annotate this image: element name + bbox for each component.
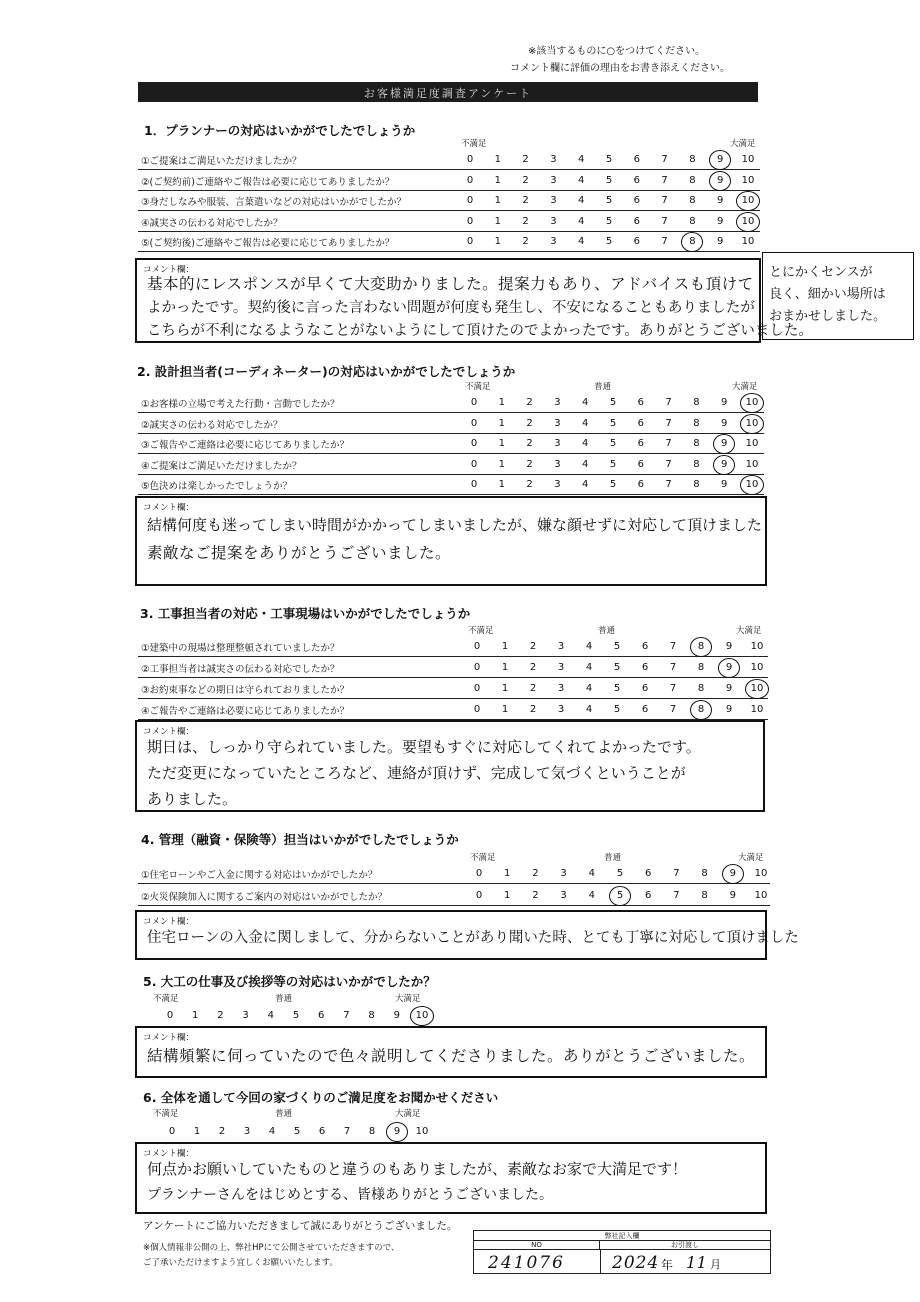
selected-rating-8[interactable]: 8: [690, 700, 712, 720]
rating-option-2[interactable]: 2: [529, 641, 537, 652]
rating-option-1[interactable]: 1: [501, 662, 509, 673]
rating-option-0[interactable]: 0: [466, 215, 474, 227]
rating-option-4[interactable]: 4: [267, 1010, 274, 1021]
selected-rating-10[interactable]: 10: [740, 475, 764, 495]
footer-note-2: ご了承いただけますよう宜しくお願いいたします。: [143, 1258, 338, 1268]
rating-option-7[interactable]: 7: [661, 215, 668, 227]
rating-option-6[interactable]: 6: [633, 195, 640, 206]
s5-label-mid: 普通: [275, 994, 293, 1004]
rating-option-9[interactable]: 9: [721, 479, 728, 490]
rating-option-2[interactable]: 2: [522, 154, 529, 165]
rating-option-7[interactable]: 7: [343, 1126, 351, 1137]
rating-option-6[interactable]: 6: [641, 641, 649, 652]
selected-rating-10[interactable]: 10: [410, 1006, 434, 1026]
selected-rating-9[interactable]: 9: [386, 1122, 408, 1142]
question-row: [138, 414, 764, 434]
rating-option-7[interactable]: 7: [665, 458, 672, 470]
s1-comment-line-3: こちらが不利になるようなことがないようにして頂けたのでよかったです。ありがとうございました。: [147, 323, 813, 339]
year-value: 2024: [612, 1253, 660, 1273]
selected-rating-9[interactable]: 9: [718, 658, 740, 678]
s3-label-mid: 普通: [598, 626, 616, 636]
s6-label-low: 不満足: [153, 1109, 179, 1119]
rating-option-3[interactable]: 3: [550, 236, 557, 247]
rating-option-2[interactable]: 2: [522, 195, 529, 206]
s4-label-mid: 普通: [604, 853, 622, 863]
question-row: [138, 475, 764, 495]
rating-option-9[interactable]: 9: [717, 215, 724, 227]
rating-option-0[interactable]: 0: [473, 641, 481, 652]
s2-comment-line-2: 素敵なご提案をありがとうございました。: [147, 544, 452, 562]
question-row: [138, 864, 770, 884]
rating-option-9[interactable]: 9: [721, 397, 728, 408]
rating-option-6[interactable]: 6: [645, 890, 652, 901]
rating-option-2[interactable]: 2: [522, 236, 529, 247]
rating-option-2[interactable]: 2: [217, 1010, 224, 1021]
selected-rating-10[interactable]: 10: [736, 191, 760, 211]
rating-option-2[interactable]: 2: [218, 1126, 226, 1137]
question-text: ⑤色決めは楽しかったでしょうか？: [141, 481, 293, 492]
rating-option-10[interactable]: 10: [741, 236, 755, 247]
rating-option-3[interactable]: 3: [554, 458, 561, 470]
question-text: ③お約束事などの期日は守られておりましたか？: [141, 685, 350, 696]
rating-option-4[interactable]: 4: [582, 438, 589, 449]
rating-option-3[interactable]: 3: [557, 704, 565, 715]
section-6-comment-box: [135, 1142, 767, 1214]
rating-option-1[interactable]: 1: [498, 417, 505, 429]
rating-option-9[interactable]: 9: [725, 704, 733, 715]
s4-label-low: 不満足: [470, 853, 496, 863]
question-text: ②工事担当者は誠実さの伝わる対応でしたか？: [141, 664, 340, 675]
selected-rating-9[interactable]: 9: [709, 171, 731, 191]
rating-option-6[interactable]: 6: [641, 683, 649, 694]
rating-option-10[interactable]: 10: [741, 154, 755, 165]
s2-label-mid: 普通: [594, 382, 612, 392]
rating-option-1[interactable]: 1: [494, 236, 501, 247]
s4-label-high: 大満足: [738, 853, 764, 863]
selected-rating-9[interactable]: 9: [709, 150, 731, 170]
rating-option-1[interactable]: 1: [498, 438, 505, 449]
rating-option-8[interactable]: 8: [689, 174, 696, 186]
rating-option-5[interactable]: 5: [609, 458, 617, 470]
rating-option-5[interactable]: 5: [609, 438, 617, 449]
comment-label: コメント欄：: [143, 503, 195, 513]
rating-option-7[interactable]: 7: [665, 479, 672, 490]
question-text: ③ご報告やご連絡は必要に応じてありましたか？: [141, 440, 350, 451]
question-text: ①建築中の現場は整理整頓されていましたか？: [141, 643, 340, 654]
rating-option-8[interactable]: 8: [697, 662, 705, 673]
s3-label-low: 不満足: [468, 626, 494, 636]
rating-option-6[interactable]: 6: [637, 479, 644, 490]
question-text: ④ご報告やご連絡は必要に応じてありましたか？: [141, 706, 350, 717]
rating-option-1[interactable]: 1: [498, 397, 505, 408]
question-row: [138, 434, 764, 454]
s1-comment-line-1: 基本的にレスポンスが早くて大変助かりました。提案力もあり、アドバイスも頂けて: [147, 275, 754, 293]
rating-option-10[interactable]: 10: [745, 438, 759, 449]
rating-option-7[interactable]: 7: [661, 195, 668, 206]
rating-option-3[interactable]: 3: [242, 1010, 249, 1021]
rating-option-8[interactable]: 8: [693, 458, 700, 470]
rating-option-9[interactable]: 9: [393, 1010, 400, 1021]
rating-option-2[interactable]: 2: [526, 438, 533, 449]
rating-option-2[interactable]: 2: [526, 479, 533, 490]
rating-option-1[interactable]: 1: [498, 458, 505, 470]
section-2-comment-box: [135, 496, 767, 586]
s5-comment-line-1: 結構頻繁に伺っていたので色々説明してくださりました。ありがとうございました。: [147, 1047, 756, 1065]
rating-option-3[interactable]: 3: [554, 417, 561, 429]
rating-option-0[interactable]: 0: [473, 704, 481, 715]
selected-rating-9[interactable]: 9: [713, 455, 735, 475]
rating-option-3[interactable]: 3: [557, 641, 565, 652]
selected-rating-9[interactable]: 9: [713, 434, 735, 454]
rating-option-7[interactable]: 7: [665, 397, 672, 408]
rating-option-10[interactable]: 10: [754, 890, 768, 901]
rating-option-4[interactable]: 4: [578, 195, 585, 206]
rating-option-2[interactable]: 2: [522, 174, 529, 186]
office-use-box: [473, 1230, 771, 1274]
s5-label-high: 大満足: [395, 994, 421, 1004]
rating-option-4[interactable]: 4: [585, 683, 593, 694]
rating-option-7[interactable]: 7: [669, 704, 677, 715]
rating-option-0[interactable]: 0: [470, 438, 478, 449]
rating-option-0[interactable]: 0: [470, 397, 478, 408]
rating-option-4[interactable]: 4: [578, 215, 585, 227]
s5-label-low: 不満足: [153, 994, 179, 1004]
rating-option-3[interactable]: 3: [554, 438, 561, 449]
rating-option-9[interactable]: 9: [717, 236, 724, 247]
question-text: ②火災保険加入に関するご案内の対応はいかがでしたか？: [141, 892, 388, 903]
year-unit: 年: [661, 1258, 674, 1272]
rating-option-4[interactable]: 4: [578, 236, 585, 247]
rating-option-4[interactable]: 4: [585, 704, 593, 715]
rating-option-6[interactable]: 6: [645, 868, 652, 879]
question-row: [138, 455, 764, 475]
section-1-comment-box: [135, 258, 813, 343]
rating-option-3[interactable]: 3: [550, 215, 557, 227]
selected-rating-10[interactable]: 10: [740, 393, 764, 413]
rating-option-9[interactable]: 9: [725, 641, 733, 652]
rating-option-6[interactable]: 6: [637, 397, 644, 408]
rating-option-7[interactable]: 7: [665, 417, 672, 429]
rating-option-8[interactable]: 8: [701, 890, 708, 901]
side-note-line-1: とにかくセンスが: [769, 265, 873, 280]
question-row: [138, 637, 768, 657]
rating-option-0[interactable]: 0: [466, 154, 474, 165]
rating-option-8[interactable]: 8: [697, 683, 705, 694]
handover-label: お引渡し: [600, 1241, 770, 1250]
rating-option-3[interactable]: 3: [554, 479, 561, 490]
rating-option-5[interactable]: 5: [605, 195, 613, 206]
section-1-side-note: [762, 252, 914, 340]
rating-option-0[interactable]: 0: [466, 174, 474, 186]
rating-option-8[interactable]: 8: [689, 154, 696, 165]
comment-label: コメント欄：: [143, 1033, 195, 1043]
footer-thanks: アンケートにご協力いただきまして誠にありがとうございました。: [143, 1220, 458, 1232]
rating-option-0[interactable]: 0: [470, 479, 478, 490]
rating-option-4[interactable]: 4: [588, 868, 595, 879]
question-row: [138, 150, 760, 170]
rating-option-8[interactable]: 8: [368, 1126, 376, 1137]
rating-option-4[interactable]: 4: [268, 1126, 276, 1137]
selected-rating-10[interactable]: 10: [745, 679, 769, 699]
s3-label-high: 大満足: [736, 626, 762, 636]
rating-option-6[interactable]: 6: [641, 704, 649, 715]
selected-rating-8[interactable]: 8: [681, 232, 703, 252]
question-text: ①お客様の立場で考えた行動・言動でしたか？: [141, 399, 340, 410]
rating-option-8[interactable]: 8: [693, 479, 700, 490]
question-text: ③身だしなみや服装、言葉遣いなどの対応はいかがでしたか？: [141, 197, 407, 208]
rating-option-8[interactable]: 8: [693, 438, 700, 449]
s6-label-mid: 普通: [275, 1109, 293, 1119]
rating-option-2[interactable]: 2: [529, 704, 537, 715]
rating-option-6[interactable]: 6: [633, 154, 640, 165]
rating-option-6[interactable]: 6: [637, 458, 644, 470]
rating-option-9[interactable]: 9: [717, 195, 724, 206]
rating-option-3[interactable]: 3: [557, 683, 565, 694]
question-text: ④誠実さの伝わる対応でしたか？: [141, 217, 283, 229]
rating-option-7[interactable]: 7: [673, 890, 680, 901]
rating-option-7[interactable]: 7: [661, 236, 668, 247]
rating-option-5[interactable]: 5: [609, 479, 617, 490]
rating-option-0[interactable]: 0: [470, 417, 478, 429]
rating-option-4[interactable]: 4: [578, 174, 585, 186]
rating-option-7[interactable]: 7: [343, 1010, 350, 1021]
rating-option-7[interactable]: 7: [669, 641, 677, 652]
question-text: ①住宅ローンやご入金に関する対応はいかがでしたか？: [141, 870, 378, 881]
selected-rating-10[interactable]: 10: [736, 212, 760, 232]
rating-option-6[interactable]: 6: [318, 1010, 325, 1021]
rating-option-6[interactable]: 6: [633, 215, 640, 227]
rating-option-10[interactable]: 10: [415, 1126, 429, 1137]
rating-option-0[interactable]: 0: [473, 683, 481, 694]
rating-option-7[interactable]: 7: [673, 868, 680, 879]
rating-option-3[interactable]: 3: [560, 890, 567, 901]
section-3-title: 3. 工事担当者の対応・工事現場はいかがでしたでしょうか: [140, 606, 471, 621]
no-label: NO: [474, 1241, 600, 1250]
rating-option-5[interactable]: 5: [609, 397, 617, 408]
rating-option-2[interactable]: 2: [526, 458, 533, 470]
rating-option-4[interactable]: 4: [582, 397, 589, 408]
rating-option-1[interactable]: 1: [501, 683, 509, 694]
rating-option-10[interactable]: 10: [750, 662, 764, 673]
form-title: お客様満足度調査アンケート: [363, 87, 533, 100]
s3-comment-line-2: ただ変更になっていたところなど、連絡が頂けず、完成して気づくということが: [147, 764, 686, 782]
rating-option-8[interactable]: 8: [368, 1010, 375, 1021]
rating-option-1[interactable]: 1: [193, 1126, 201, 1137]
rating-option-1[interactable]: 1: [494, 195, 501, 206]
question-row: [138, 171, 760, 191]
question-text: ②(ご契約前)ご連絡やご報告は必要に応じてありましたか？: [141, 176, 395, 188]
section-3-comment-box: [135, 720, 765, 812]
selected-rating-10[interactable]: 10: [740, 414, 764, 434]
section-2-title: 2. 設計担当者(コーディネーター)の対応はいかがでしたでしょうか: [137, 364, 516, 379]
rating-option-2[interactable]: 2: [532, 868, 539, 879]
question-row: [138, 232, 760, 252]
rating-option-3[interactable]: 3: [550, 154, 557, 165]
comment-label: コメント欄：: [143, 265, 195, 275]
s6-comment-line-1: 何点かお願いしていたものと違うのもありましたが、素敵なお家で大満足です！: [147, 1160, 688, 1178]
rating-option-2[interactable]: 2: [532, 890, 539, 901]
question-row: [138, 679, 768, 699]
rating-option-8[interactable]: 8: [693, 417, 700, 429]
rating-option-6[interactable]: 6: [637, 438, 644, 449]
rating-option-1[interactable]: 1: [498, 479, 505, 490]
comment-label: コメント欄：: [143, 917, 195, 927]
rating-option-10[interactable]: 10: [745, 458, 759, 470]
rating-option-5[interactable]: 5: [292, 1010, 300, 1021]
rating-option-10[interactable]: 10: [754, 868, 768, 879]
rating-option-0[interactable]: 0: [473, 662, 481, 673]
selected-rating-9[interactable]: 9: [722, 864, 744, 884]
rating-option-8[interactable]: 8: [689, 215, 696, 227]
rating-option-4[interactable]: 4: [578, 154, 585, 165]
rating-option-3[interactable]: 3: [550, 195, 557, 206]
rating-option-7[interactable]: 7: [669, 662, 677, 673]
rating-option-6[interactable]: 6: [637, 417, 644, 429]
rating-option-5[interactable]: 5: [605, 174, 613, 186]
rating-option-6[interactable]: 6: [633, 174, 640, 186]
section-5-title: 5. 大工の仕事及び挨拶等の対応はいかがでしたか？: [143, 974, 436, 989]
section-6-title: 6. 全体を通して今回の家づくりのご満足度をお聞かせください: [143, 1090, 499, 1105]
rating-option-1[interactable]: 1: [494, 174, 501, 186]
section-4-title: 4. 管理（融資・保険等）担当はいかがでしたでしょうか: [141, 832, 459, 847]
rating-option-0[interactable]: 0: [168, 1126, 176, 1137]
footer-note-1: ※個人情報非公開の上、弊社HPにて公開させていただきますので、: [143, 1243, 400, 1253]
rating-option-5[interactable]: 5: [613, 704, 621, 715]
rating-option-3[interactable]: 3: [243, 1126, 251, 1137]
rating-option-0[interactable]: 0: [466, 195, 474, 206]
no-value: 241076: [488, 1253, 565, 1273]
s2-label-low: 不満足: [465, 382, 491, 392]
office-divider: [600, 1250, 601, 1273]
rating-option-7[interactable]: 7: [665, 438, 672, 449]
s3-comment-line-3: ありました。: [147, 790, 238, 808]
title-bar: [138, 82, 758, 102]
rating-option-7[interactable]: 7: [661, 154, 668, 165]
side-note-line-2: 良く、細かい場所は: [769, 287, 886, 302]
question-row: [138, 886, 770, 906]
rating-option-0[interactable]: 0: [475, 890, 483, 901]
rating-option-1[interactable]: 1: [494, 154, 501, 165]
rating-option-9[interactable]: 9: [725, 683, 733, 694]
rating-option-1[interactable]: 1: [504, 868, 511, 879]
rating-option-1[interactable]: 1: [501, 704, 509, 715]
rating-option-5[interactable]: 5: [605, 236, 613, 247]
s1-label-low: 不満足: [461, 139, 487, 149]
question-row: [138, 658, 768, 678]
rating-option-2[interactable]: 2: [526, 417, 533, 429]
office-use-label: 弊社記入欄: [474, 1231, 770, 1241]
s3-comment-line-1: 期日は、しっかり守られていました。要望もすぐに対応してくれてよかったです。: [147, 738, 701, 756]
side-note-line-3: おまかせしました。: [769, 309, 887, 324]
rating-option-4[interactable]: 4: [585, 641, 593, 652]
question-row: [138, 191, 760, 211]
rating-option-0[interactable]: 0: [470, 458, 478, 470]
rating-option-5[interactable]: 5: [613, 662, 621, 673]
selected-rating-8[interactable]: 8: [690, 637, 712, 657]
question-text: ④ご提案はご満足いただけましたか？: [141, 460, 302, 472]
rating-option-0[interactable]: 0: [466, 236, 474, 247]
section-1-title: 1．プランナーの対応はいかがでしたでしょうか: [144, 123, 416, 138]
rating-option-7[interactable]: 7: [661, 174, 668, 186]
selected-rating-5[interactable]: 5: [609, 886, 631, 906]
section-5-comment-box: [135, 1026, 767, 1078]
rating-option-1[interactable]: 1: [192, 1010, 199, 1021]
rating-option-3[interactable]: 3: [554, 397, 561, 408]
rating-option-4[interactable]: 4: [582, 417, 589, 429]
rating-option-9[interactable]: 9: [729, 890, 736, 901]
s4-comment-line-1: 住宅ローンの入金に関しまして、分からないことがあり聞いた時、とても丁寧に対応して頂けました: [147, 930, 799, 946]
rating-option-8[interactable]: 8: [701, 868, 708, 879]
rating-option-4[interactable]: 4: [585, 662, 593, 673]
s2-label-high: 大満足: [732, 382, 758, 392]
rating-option-2[interactable]: 2: [529, 662, 537, 673]
rating-option-4[interactable]: 4: [582, 458, 589, 470]
rating-option-5[interactable]: 5: [613, 641, 621, 652]
s1-label-high: 大満足: [730, 139, 756, 149]
rating-option-0[interactable]: 0: [166, 1010, 174, 1021]
question-row: [138, 212, 760, 232]
comment-label: コメント欄：: [143, 727, 195, 737]
rating-option-4[interactable]: 4: [582, 479, 589, 490]
rating-option-0[interactable]: 0: [475, 868, 483, 879]
rating-option-5[interactable]: 5: [613, 683, 621, 694]
rating-option-9[interactable]: 9: [721, 417, 728, 429]
s1-comment-line-2: よかったです。契約後に言った言わない問題が何度も発生し、不安になることもありましたが: [147, 300, 755, 316]
question-text: ⑤(ご契約後)ご連絡やご報告は必要に応じてありましたか？: [141, 238, 395, 249]
instruction-line-2: コメント欄に評価の理由をお書き添えください。: [510, 63, 730, 74]
rating-option-6[interactable]: 6: [641, 662, 649, 673]
rating-option-8[interactable]: 8: [693, 397, 700, 408]
rating-option-1[interactable]: 1: [494, 215, 501, 227]
month-value: 11: [686, 1253, 708, 1272]
rating-option-5[interactable]: 5: [609, 417, 617, 429]
rating-option-3[interactable]: 3: [557, 662, 565, 673]
s6-comment-line-2: プランナーさんをはじめとする、皆様ありがとうございました。: [147, 1187, 553, 1203]
s2-comment-line-1: 結構何度も迷ってしまい時間がかかってしまいましたが、嫌な顔せずに対応して頂けました: [147, 516, 763, 534]
rating-option-6[interactable]: 6: [633, 236, 640, 247]
rating-option-10[interactable]: 10: [750, 704, 764, 715]
question-text: ①ご提案はご満足いただけましたか？: [141, 156, 302, 167]
rating-option-8[interactable]: 8: [689, 195, 696, 206]
month-unit: 月: [710, 1258, 721, 1271]
question-row: [138, 393, 764, 413]
rating-option-5[interactable]: 5: [605, 215, 613, 227]
rating-option-1[interactable]: 1: [504, 890, 511, 901]
rating-option-2[interactable]: 2: [529, 683, 537, 694]
rating-option-3[interactable]: 3: [560, 868, 567, 879]
comment-label: コメント欄：: [143, 1149, 195, 1159]
question-row: [138, 700, 768, 720]
rating-option-2[interactable]: 2: [522, 215, 529, 227]
rating-option-4[interactable]: 4: [588, 890, 595, 901]
rating-option-5[interactable]: 5: [293, 1126, 301, 1137]
rating-option-7[interactable]: 7: [669, 683, 677, 694]
question-text: ②誠実さの伝わる対応でしたか？: [141, 419, 283, 431]
rating-option-10[interactable]: 10: [741, 174, 755, 186]
section-4-comment-box: [135, 910, 799, 960]
rating-option-10[interactable]: 10: [750, 641, 764, 652]
rating-option-5[interactable]: 5: [616, 868, 624, 879]
rating-option-6[interactable]: 6: [318, 1126, 326, 1137]
rating-option-3[interactable]: 3: [550, 174, 557, 186]
rating-option-2[interactable]: 2: [526, 397, 533, 408]
s6-label-high: 大満足: [395, 1109, 421, 1119]
rating-option-5[interactable]: 5: [605, 154, 613, 165]
instruction-line-1: ※該当するものに○をつけてください。: [528, 46, 706, 57]
rating-option-1[interactable]: 1: [501, 641, 509, 652]
